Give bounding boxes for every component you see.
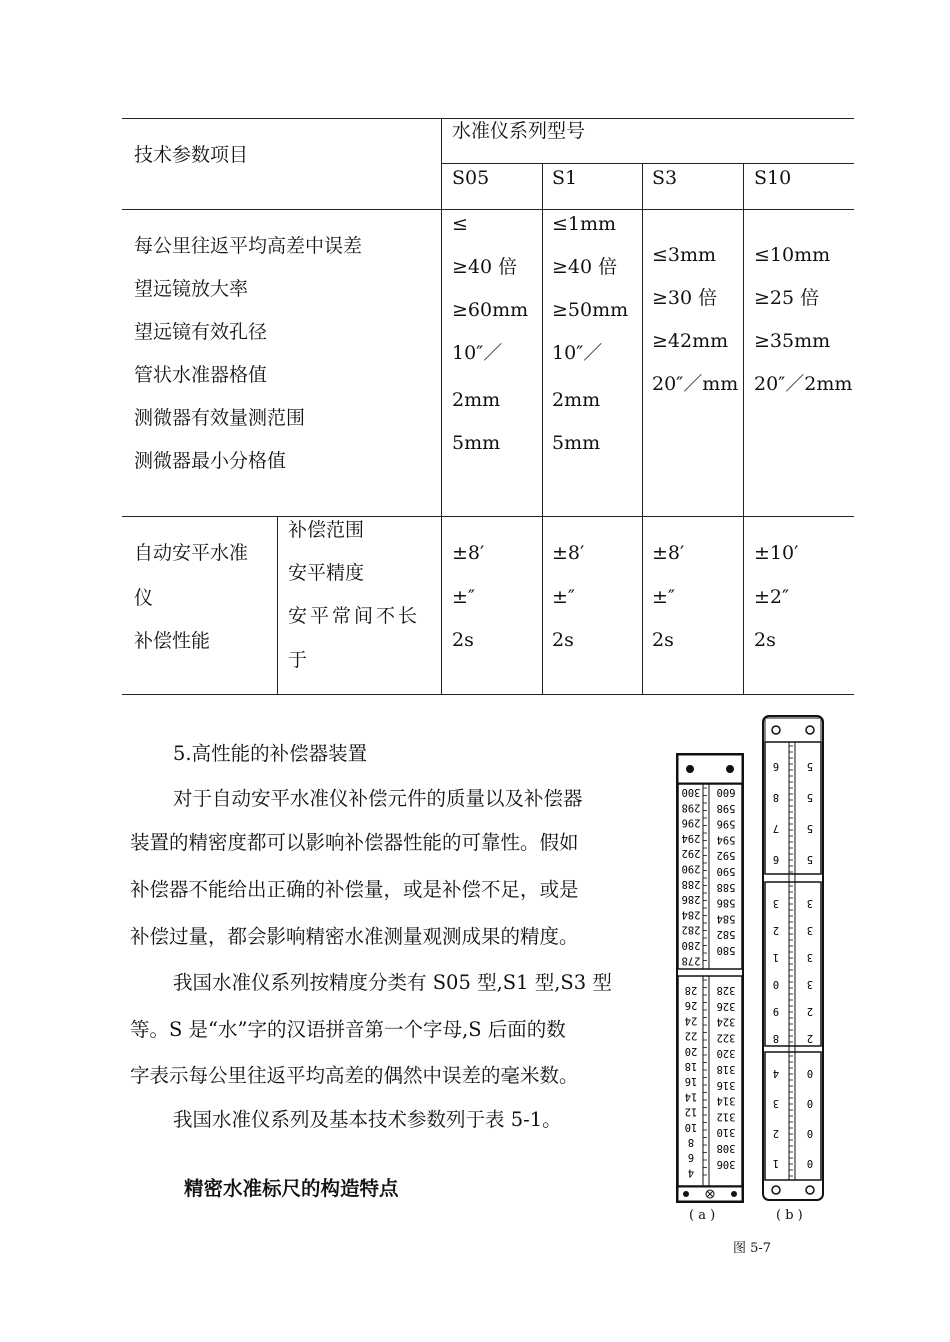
s3-value: ≤3mm (652, 244, 717, 266)
auto-s3-value: ±″ (652, 586, 676, 608)
rod-a-scale-label: 600 (716, 786, 736, 798)
param-row: 望远镜放大率 (134, 278, 249, 300)
rod-a-scale-label: 300 (681, 786, 701, 798)
rod-a-scale-label: 14 (684, 1090, 698, 1103)
rod-a-scale-label: 596 (716, 817, 736, 830)
auto-group-label: 仪 (134, 587, 154, 609)
rod-a-scale-label: 316 (716, 1078, 736, 1091)
rod-b-scale-label: 2 (772, 1127, 780, 1139)
rod-a-scale-label: 10 (684, 1120, 698, 1133)
rod-a-scale-label: 314 (716, 1094, 736, 1107)
rod-b-scale-label: 1 (772, 1157, 780, 1169)
rod-b-scale-label: 6 (772, 760, 780, 772)
table-rule (277, 516, 278, 695)
auto-group-label: 补偿性能 (134, 630, 211, 652)
rod-a-scale-label: 592 (716, 849, 736, 862)
rod-b-scale-label: 5 (806, 822, 814, 834)
auto-s1-value: 2s (552, 629, 574, 651)
leveling-rod-figure (672, 712, 832, 1232)
rod-a-scale-label: 326 (716, 999, 736, 1012)
s1-value: ≥50mm (552, 299, 629, 321)
rod-a-scale-label: 6 (687, 1151, 695, 1164)
s1-value: 2mm (552, 389, 601, 411)
table-rule (743, 163, 744, 695)
rod-b-scale-label: 7 (772, 822, 780, 834)
rod-a-scale-label: 22 (684, 1029, 698, 1042)
rod-a-scale-label: 282 (681, 923, 701, 936)
rod-a-scale-label: 320 (716, 1047, 736, 1060)
paragraph-line: 我国水准仪系列按精度分类有 S05 型,S1 型,S3 型 (173, 971, 612, 994)
figure-caption: 图 5-7 (733, 1241, 772, 1256)
param-row: 管状水准器格值 (134, 364, 268, 386)
header-model-s1: S1 (552, 167, 578, 189)
auto-s05-value: ±″ (452, 586, 476, 608)
s1-value: ≥40 倍 (552, 256, 618, 278)
rod-b-scale-label: 3 (772, 897, 780, 909)
auto-s05-value: 2s (452, 629, 474, 651)
rod-b-scale-label: 3 (806, 951, 814, 963)
auto-item: 于 (288, 649, 308, 671)
header-model-s3: S3 (652, 167, 678, 189)
rod-a-scale-label: 16 (684, 1075, 698, 1088)
rod-b-scale-label: 3 (806, 924, 814, 936)
paragraph-line: 对于自动安平水准仪补偿元件的质量以及补偿器 (173, 787, 583, 810)
rod-b-scale-label: 4 (772, 1067, 780, 1079)
s3-value: ≥42mm (652, 330, 729, 352)
table-rule (441, 163, 854, 164)
rod-a-scale-label: 580 (716, 944, 736, 956)
rod-b-scale-label: 3 (806, 978, 814, 990)
rod-a-scale-label: 328 (716, 984, 736, 996)
rod-a-scale-label: 598 (716, 801, 736, 814)
rod-b-scale-label: 2 (806, 1005, 814, 1017)
rod-b-scale-label: 1 (772, 951, 780, 963)
param-row: 测微器有效量测范围 (134, 407, 306, 429)
table-rule (441, 118, 442, 695)
s10-value: ≥35mm (754, 330, 831, 352)
header-param: 技术参数项目 (134, 144, 249, 166)
auto-item: 安平常间不长 (288, 605, 421, 627)
auto-s10-value: ±10′ (754, 542, 799, 564)
rod-a-scale-label: 586 (716, 896, 736, 909)
rod-b (763, 716, 823, 1200)
figure-label-b: ( b ) (776, 1208, 803, 1223)
rod-b-scale-label: 3 (806, 897, 814, 909)
s05-value: 2mm (452, 389, 501, 411)
rod-a-scale-label: 12 (684, 1105, 698, 1118)
paragraph-line: 装置的精密度都可以影响补偿器性能的可靠性。假如 (130, 831, 579, 854)
rod-a-scale-label: 278 (681, 954, 701, 967)
paragraph-line: 补偿器不能给出正确的补偿量，或是补偿不足，或是 (130, 878, 579, 901)
rod-a-scale-label: 324 (716, 1015, 736, 1028)
auto-item: 补偿范围 (288, 519, 365, 541)
auto-s1-value: ±″ (552, 586, 576, 608)
rod-a-scale-label: 286 (681, 893, 701, 906)
rod-a-scale-label: 4 (687, 1166, 695, 1179)
auto-s05-value: ±8′ (452, 542, 485, 564)
header-model-s05: S05 (452, 167, 490, 189)
table-rule (642, 163, 643, 695)
paragraph-line: 补偿过量，都会影响精密水准测量观测成果的精度。 (130, 925, 579, 948)
rod-a-scale-label: 24 (684, 1014, 698, 1027)
rod-a-scale-label: 590 (716, 865, 736, 877)
rod-b-scale-label: 8 (772, 1032, 780, 1044)
table-rule (542, 163, 543, 695)
s1-value: 10″／ (552, 342, 603, 364)
rod-a-scale-label: 588 (716, 880, 736, 893)
rod-a-scale-label: 292 (681, 847, 701, 860)
rod-b-scale-label: 5 (806, 791, 814, 803)
rod-a-scale-label: 306 (716, 1157, 736, 1170)
rod-a-scale-label: 312 (716, 1110, 736, 1123)
paragraph-line: 我国水准仪系列及基本技术参数列于表 5-1。 (173, 1108, 562, 1131)
rod-a-scale-label: 296 (681, 816, 701, 829)
rod-b-scale-label: 6 (772, 853, 780, 865)
rod-a-scale-label: 18 (684, 1060, 698, 1072)
s10-value: ≥25 倍 (754, 287, 820, 309)
rod-b-scale-label: 0 (772, 978, 780, 990)
s05-value: ≥60mm (452, 299, 529, 321)
rod-a-scale-label: 280 (681, 939, 701, 951)
auto-s1-value: ±8′ (552, 542, 585, 564)
s05-value: ≤ (452, 213, 468, 235)
rod-a-scale-label: 8 (687, 1136, 695, 1148)
paragraph-line: 等。S 是“水”字的汉语拼音第一个字母,S 后面的数 (130, 1018, 566, 1041)
subheading: 精密水准标尺的构造特点 (184, 1177, 399, 1200)
auto-s3-value: 2s (652, 629, 674, 651)
rod-b-scale-label: 2 (806, 1032, 814, 1044)
paragraph-line: 字表示每公里往返平均高差的偶然中误差的毫米数。 (130, 1064, 579, 1087)
s05-value: ≥40 倍 (452, 256, 518, 278)
rod-a-scale-label: 290 (681, 862, 701, 875)
auto-s3-value: ±8′ (652, 542, 685, 564)
s3-value: 20″／mm (652, 373, 739, 395)
rod-a-scale-label: 308 (716, 1142, 736, 1154)
rod-a-scale-label: 322 (716, 1031, 736, 1044)
section-title: 5.高性能的补偿器装置 (173, 742, 368, 765)
s1-value: ≤1mm (552, 213, 617, 235)
table-rule (122, 516, 854, 517)
auto-item: 安平精度 (288, 562, 365, 584)
s05-value: 10″／ (452, 342, 503, 364)
rod-a-scale-label: 20 (684, 1044, 698, 1057)
rod-a-scale-label: 594 (716, 833, 736, 846)
rod-a-scale-label: 288 (681, 877, 701, 890)
rod-a-scale-label: 284 (681, 908, 701, 921)
spec-table (122, 118, 854, 695)
rod-b-scale-label: 0 (806, 1157, 814, 1169)
rod-b-scale-label: 5 (806, 853, 814, 865)
rod-b-scale-label: 0 (806, 1067, 814, 1079)
rod-a (677, 754, 743, 1202)
rod-a-scale-label: 310 (716, 1126, 736, 1139)
rod-b-scale-label: 2 (772, 924, 780, 936)
param-row: 每公里往返平均高差中误差 (134, 235, 363, 257)
rod-a-scale-label: 584 (716, 912, 736, 925)
rod-a-scale-label: 28 (684, 984, 698, 996)
s05-value: 5mm (452, 432, 501, 454)
rod-b-scale-label: 9 (772, 1005, 780, 1017)
rod-a-scale-label: 294 (681, 831, 701, 844)
rod-b-scale-label: 0 (806, 1127, 814, 1139)
rod-b-scale-label: 8 (772, 791, 780, 803)
param-row: 望远镜有效孔径 (134, 321, 268, 343)
header-model-group: 水准仪系列型号 (452, 120, 586, 142)
table-rule (122, 209, 854, 210)
rod-b-scale-label: 5 (806, 760, 814, 772)
rod-a-scale-label: 582 (716, 928, 736, 941)
s3-value: ≥30 倍 (652, 287, 718, 309)
s10-value: ≤10mm (754, 244, 831, 266)
header-model-s10: S10 (754, 167, 792, 189)
rod-a-scale-label: 318 (716, 1063, 736, 1075)
rod-b-scale-label: 3 (772, 1097, 780, 1109)
auto-group-label: 自动安平水准 (134, 542, 249, 564)
auto-s10-value: ±2″ (754, 586, 790, 608)
param-row: 测微器最小分格值 (134, 450, 287, 472)
rod-a-scale-label: 298 (681, 801, 701, 814)
s10-value: 20″／2mm (754, 373, 853, 395)
s1-value: 5mm (552, 432, 601, 454)
rod-b-scale-label: 0 (806, 1097, 814, 1109)
rod-a-scale-label: 26 (684, 999, 698, 1012)
figure-label-a: ( a ) (689, 1208, 716, 1223)
table-border-bottom (122, 694, 854, 695)
auto-s10-value: 2s (754, 629, 776, 651)
